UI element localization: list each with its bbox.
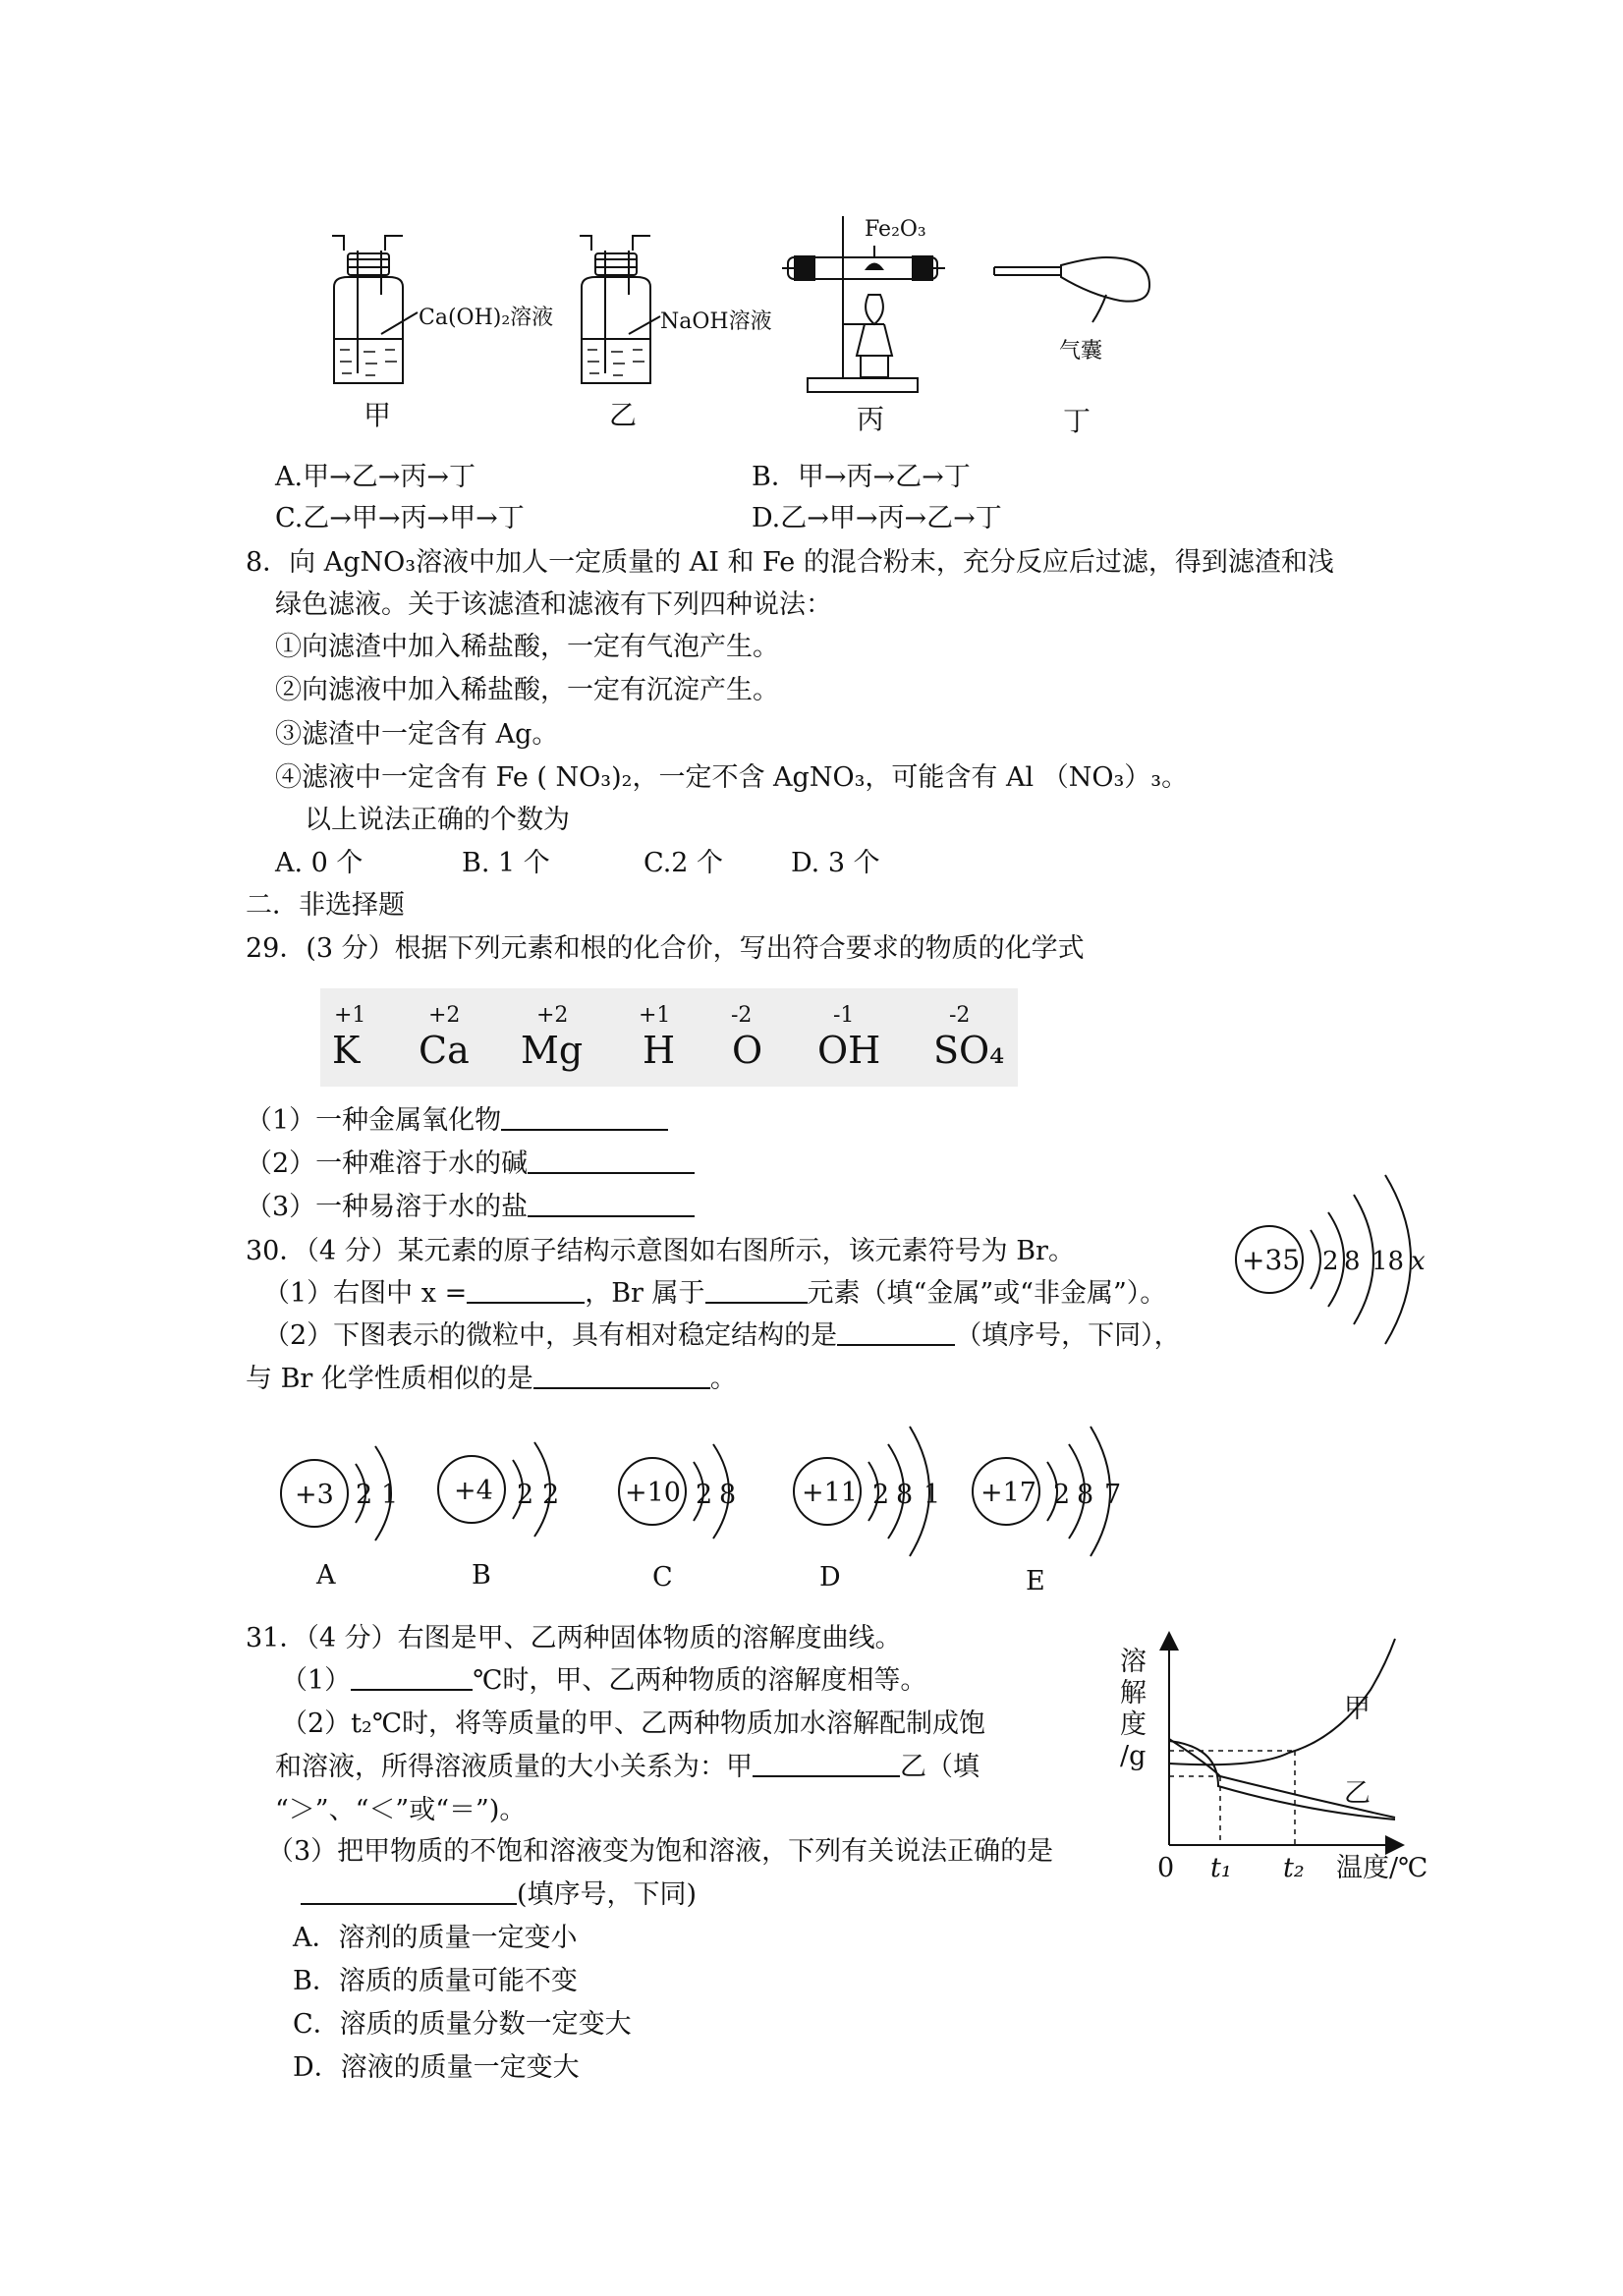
valence-symbol-o: O <box>732 1029 763 1072</box>
q30-part2-text-d: 。 <box>709 1364 737 1394</box>
q7-option-a: A.甲→乙→丙→丁 <box>275 462 476 492</box>
q31-stem: 31．（4 分）右图是甲、乙两种固体物质的溶解度曲线。 <box>246 1623 902 1653</box>
atom-br-shell-3: 18 <box>1371 1247 1405 1276</box>
atom-a-shell-2: 1 <box>381 1480 399 1510</box>
atom-d-label: D <box>819 1562 841 1593</box>
valence-mg: +2 <box>536 1003 569 1028</box>
q8-option-d: D. 3 个 <box>791 848 880 878</box>
atom-b-nucleus: +4 <box>454 1476 493 1506</box>
label-jia: 甲 <box>364 399 392 431</box>
valence-symbol-k: K <box>332 1029 361 1072</box>
valence-oh: -1 <box>833 1003 855 1028</box>
q31-option-d: D．溶液的质量一定变大 <box>293 2052 580 2083</box>
q31-option-b: B．溶质的质量可能不变 <box>293 1966 578 1996</box>
atom-br-nucleus: +35 <box>1242 1244 1301 1276</box>
q29-part2-text: （2）一种难溶于水的碱 <box>246 1148 529 1179</box>
label-ding: 丁 <box>1063 405 1091 437</box>
q31-part3-line1: （3）把甲物质的不饱和溶液变为饱和溶液，下列有关说法正确的是 <box>267 1836 1054 1867</box>
q31-part2-line1: （2）t₂℃时，将等质量的甲、乙两种物质加水溶解配制成饱 <box>281 1708 986 1739</box>
q31-option-a: A．溶剂的质量一定变小 <box>293 1923 578 1953</box>
atom-c-nucleus: +10 <box>625 1478 681 1508</box>
q8-option-b: B. 1 个 <box>462 848 550 878</box>
q8-statement-4: ④滤液中一定含有 Fe ( NO₃)₂，一定不含 AgNO₃，可能含有 Al （NO₃）₃。 <box>275 762 1189 793</box>
tick-t2: t₂ <box>1283 1853 1305 1883</box>
q31-part1-text-a: （1） <box>281 1665 352 1696</box>
chart-ylabel-2: 解 <box>1120 1678 1147 1708</box>
valence-o: -2 <box>731 1003 753 1028</box>
atom-d-shell-2: 8 <box>896 1480 914 1510</box>
q8-statement-1: ①向滤渣中加入稀盐酸，一定有气泡产生。 <box>275 632 779 662</box>
atom-a-shell-1: 2 <box>356 1480 373 1510</box>
atom-c-label: C <box>652 1562 673 1593</box>
q30-part2-text-c: 与 Br 化学性质相似的是 <box>246 1364 533 1394</box>
valence-symbol-ca: Ca <box>419 1029 470 1072</box>
q8-option-c: C.2 个 <box>644 848 724 878</box>
chart-ylabel-3: 度 <box>1120 1709 1147 1740</box>
valence-symbol-h: H <box>643 1029 676 1072</box>
label-bing: 丙 <box>857 403 885 435</box>
q31-part2-text-c: 乙（填 <box>900 1752 979 1782</box>
chart-ylabel-1: 溶 <box>1120 1647 1147 1677</box>
reagent-ding: 气囊 <box>1059 339 1103 364</box>
atom-d-shell-3: 1 <box>923 1480 941 1510</box>
q8-statement-3: ③滤渣中一定含有 Ag。 <box>275 719 559 750</box>
atom-e-shell-1: 2 <box>1053 1480 1071 1510</box>
atom-e-nucleus: +17 <box>980 1478 1036 1508</box>
q8-stem-line2: 绿色滤液。关于该滤渣和滤液有下列四种说法： <box>275 589 832 620</box>
q30-part1-text-b: ，Br 属于 <box>585 1278 705 1309</box>
q8-prompt: 以上说法正确的个数为 <box>305 805 570 835</box>
atom-e-label: E <box>1026 1566 1045 1596</box>
q30-part2-text-a: （2）下图表示的微粒中，具有相对稳定结构的是 <box>263 1320 838 1351</box>
q8-option-a: A. 0 个 <box>275 848 364 878</box>
reagent-jia: Ca(OH)₂溶液 <box>419 306 554 330</box>
legend-jia: 甲 <box>1344 1694 1371 1724</box>
chart-xlabel: 温度/℃ <box>1336 1853 1428 1883</box>
chart-ylabel-4: /g <box>1120 1741 1147 1771</box>
legend-yi: 乙 <box>1344 1778 1371 1809</box>
q7-option-c: C.乙→甲→丙→甲→丁 <box>275 503 525 533</box>
atom-c-shell-2: 8 <box>719 1480 737 1510</box>
atom-a-nucleus: +3 <box>295 1480 334 1510</box>
reagent-yi: NaOH溶液 <box>660 309 772 334</box>
q29-stem: 29．(3 分）根据下列元素和根的化合价，写出符合要求的物质的化学式 <box>246 933 1085 964</box>
atom-c-shell-1: 2 <box>696 1480 713 1510</box>
atom-b-shell-1: 2 <box>517 1480 534 1510</box>
q8-statement-2: ②向滤液中加入稀盐酸，一定有沉淀产生。 <box>275 675 779 705</box>
valence-h: +1 <box>639 1003 671 1028</box>
q30-part1-text-a: （1）右图中 x = <box>263 1278 468 1309</box>
atom-e-shell-2: 8 <box>1077 1480 1094 1510</box>
valence-so4: -2 <box>949 1003 971 1028</box>
q31-option-c: C．溶质的质量分数一定变大 <box>293 2009 632 2040</box>
valence-k: +1 <box>334 1003 366 1028</box>
tick-0: 0 <box>1157 1853 1175 1883</box>
q31-part2-line3: “＞”、“＜”或“＝”)。 <box>275 1795 527 1825</box>
q7-option-d: D.乙→甲→丙→乙→丁 <box>752 503 1002 533</box>
atom-br-shell-4: x <box>1411 1247 1426 1276</box>
q7-option-b: B．甲→丙→乙→丁 <box>752 462 971 492</box>
q30-part1-text-c: 元素（填“金属”或“非金属”）。 <box>807 1278 1167 1309</box>
valence-symbol-mg: Mg <box>521 1029 584 1072</box>
q31-part3-text-b: (填序号，下同) <box>517 1879 698 1910</box>
valence-ca: +2 <box>428 1003 461 1028</box>
atom-br-shell-1: 2 <box>1322 1247 1339 1276</box>
atom-e-shell-3: 7 <box>1104 1480 1122 1510</box>
atom-b-shell-2: 2 <box>542 1480 560 1510</box>
q31-part1-text-b: ℃时，甲、乙两种物质的溶解度相等。 <box>473 1665 927 1696</box>
q8-stem-line1: 8．向 AgNO₃溶液中加人一定质量的 AI 和 Fe 的混合粉末，充分反应后过滤，得到滤渣和浅 <box>246 547 1334 578</box>
reagent-bing: Fe₂O₃ <box>865 217 926 242</box>
label-yi: 乙 <box>609 399 638 431</box>
atom-br-shell-2: 8 <box>1344 1247 1361 1276</box>
atom-d-nucleus: +11 <box>802 1478 858 1508</box>
tick-t1: t₁ <box>1210 1853 1232 1883</box>
valence-symbol-oh: OH <box>817 1029 881 1072</box>
atom-b-label: B <box>472 1560 491 1591</box>
atom-a-label: A <box>316 1560 336 1591</box>
q31-part2-text-b: 和溶液，所得溶液质量的大小关系为：甲 <box>275 1752 753 1782</box>
q29-part3-text: （3）一种易溶于水的盐 <box>246 1192 529 1222</box>
q29-part1-text: （1）一种金属氧化物 <box>246 1105 502 1136</box>
atom-d-shell-1: 2 <box>872 1480 890 1510</box>
section-title: 二．非选择题 <box>246 890 405 921</box>
q30-part2-text-b: （填序号，下同）， <box>955 1320 1181 1351</box>
q30-stem: 30．（4 分）某元素的原子结构示意图如右图所示，该元素符号为 Br。 <box>246 1236 1075 1266</box>
valence-symbol-so4: SO₄ <box>933 1029 1005 1072</box>
